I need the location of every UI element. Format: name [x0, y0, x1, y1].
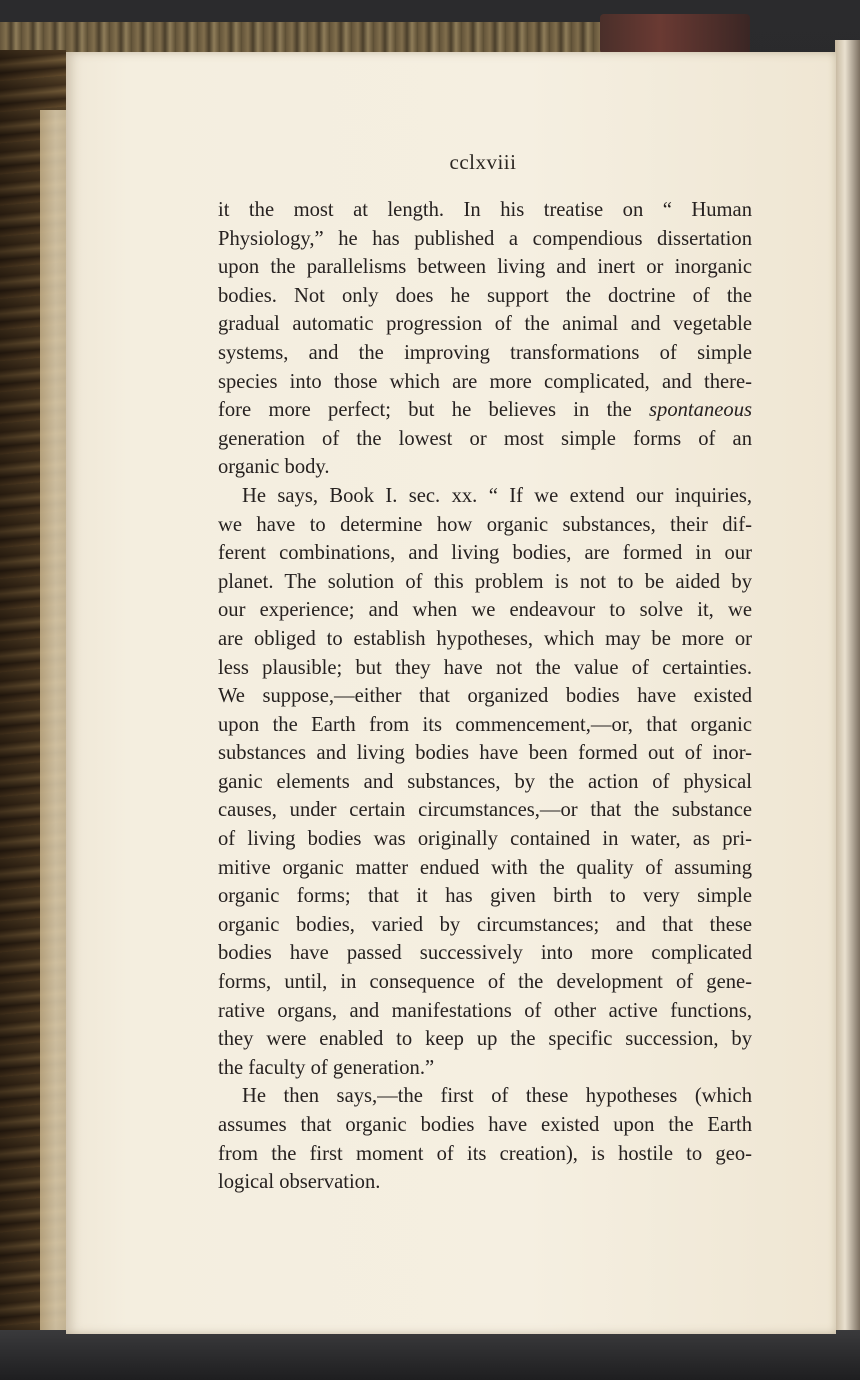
marbled-page-edge [0, 50, 66, 1350]
text-line: upon the Earth from its commencement,—or, that organic [218, 713, 752, 736]
text-line: rative organs, and manifestations of other active functions, [218, 999, 752, 1022]
text-line: mitive organic matter endued with the quality of assuming [218, 856, 752, 879]
text-line: we have to determine how organic substances, their dif- [218, 513, 752, 536]
text-line: of living bodies was originally contained in water, as pri- [218, 828, 752, 851]
text-line: ferent combinations, and living bodies, are formed in our [218, 542, 752, 565]
text-line: systems, and the improving transformations of simple [218, 341, 752, 364]
text-line: fore more perfect; but he believes in the spontaneous [218, 399, 752, 422]
text-line: bodies have passed successively into more complicated [218, 942, 752, 965]
text-line: He then says,—the first of these hypotheses (which [242, 1085, 752, 1108]
text-line: organic body. [218, 456, 330, 479]
page-body-text [218, 196, 752, 1197]
text-line: upon the parallelisms between living and inert or inorganic [218, 256, 752, 279]
text-line: it the most at length. In his treatise on “ Human [218, 199, 752, 221]
text-line: are obliged to establish hypotheses, which may be more or [218, 627, 752, 650]
text-line: species into those which are more complicated, and there- [218, 370, 752, 393]
text-line: gradual automatic progression of the animal and vegetable [218, 313, 752, 336]
text-line: assumes that organic bodies have existed upon the Earth [218, 1114, 752, 1136]
text-line: generation of the lowest or most simple forms of an [218, 427, 752, 450]
text-line: organic forms; that it has given birth to very simple [218, 885, 752, 908]
text-line: He says, Book I. sec. xx. “ If we extend our inquiries, [242, 484, 752, 507]
right-page-edge [835, 40, 860, 1360]
text-line: We suppose,—either that organized bodies have existed [218, 685, 752, 708]
text-line: our experience; and when we endeavour to solve it, we [218, 599, 752, 622]
text-line: logical observation. [218, 1171, 381, 1194]
text-line: planet. The solution of this problem is not to be aided by [218, 570, 752, 593]
text-line: from the first moment of its creation), is hostile to geo- [218, 1142, 752, 1165]
text-line: organic bodies, varied by circumstances; and that these [218, 913, 752, 936]
text-line: forms, until, in consequence of the development of gene- [218, 971, 752, 994]
bookmark-ribbon [600, 14, 750, 54]
page-number: cclxviii [449, 150, 517, 174]
text-line: Physiology,” he has published a compendious dissertation [218, 227, 752, 250]
scan-background-bottom [0, 1330, 860, 1380]
text-line: the faculty of generation.” [218, 1056, 435, 1079]
text-line: bodies. Not only does he support the doctrine of the [218, 284, 752, 307]
text-line: less plausible; but they have not the value of certainties. [218, 656, 752, 679]
text-line: causes, under certain circumstances,—or that the substance [218, 799, 752, 822]
book-head-edge [0, 22, 620, 56]
text-line: ganic elements and substances, by the action of physical [218, 770, 752, 793]
emphasized-word: spontaneous [649, 399, 752, 422]
text-line: they were enabled to keep up the specific succession, by [218, 1028, 752, 1051]
text-line: substances and living bodies have been formed out of inor- [218, 742, 752, 765]
